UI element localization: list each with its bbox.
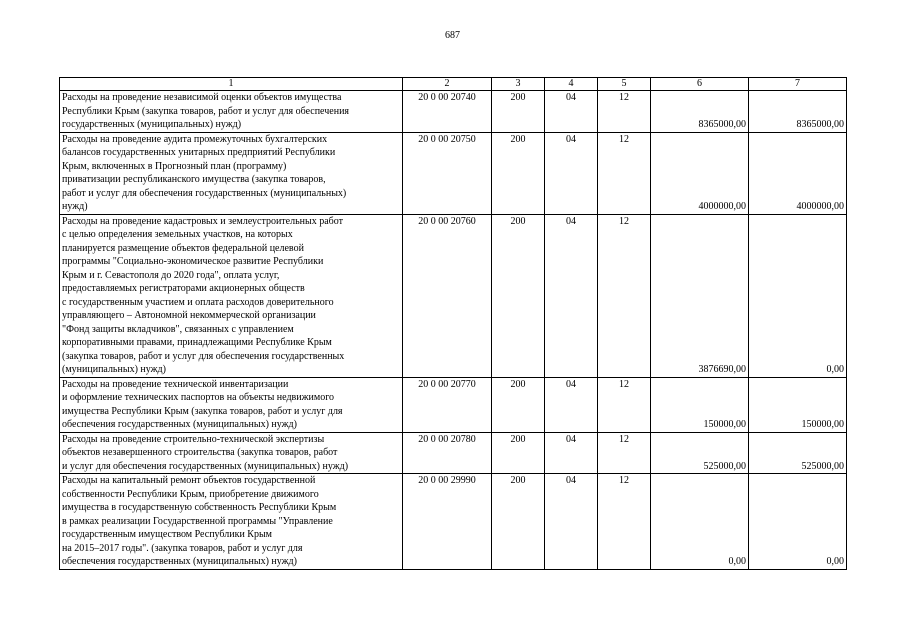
column-header: 2 — [403, 78, 492, 91]
expense-type-code: 200 — [492, 91, 545, 133]
target-article-code: 20 0 00 20770 — [403, 377, 492, 432]
target-article-code: 20 0 00 29990 — [403, 474, 492, 570]
section-code: 04 — [545, 432, 598, 474]
section-code: 04 — [545, 132, 598, 214]
amount-column-6: 150000,00 — [651, 377, 749, 432]
subsection-code: 12 — [598, 377, 651, 432]
table-row — [60, 432, 847, 474]
amount-column-7: 8365000,00 — [749, 91, 847, 133]
amount-column-7: 0,00 — [749, 214, 847, 377]
expense-type-code: 200 — [492, 214, 545, 377]
amount-column-7: 0,00 — [749, 474, 847, 570]
budget-table — [59, 77, 847, 570]
amount-column-7: 150000,00 — [749, 377, 847, 432]
target-article-code: 20 0 00 20780 — [403, 432, 492, 474]
column-header: 6 — [651, 78, 749, 91]
expense-description: Расходы на капитальный ремонт объектов государственной собственности Республики Крым, приобретение движимого имущества в государственную собственность Республики Крым в рамках реализации Государственной программы "Управление государственным имуществом Республики Крым на 2015–2017 годы". (закупка товаров, работ и услуг для обеспечения государственных (муниципальных) нужд) — [60, 474, 403, 570]
amount-column-6: 8365000,00 — [651, 91, 749, 133]
table-row — [60, 91, 847, 133]
table-header-row — [60, 78, 847, 91]
subsection-code: 12 — [598, 132, 651, 214]
amount-column-7: 525000,00 — [749, 432, 847, 474]
section-code: 04 — [545, 91, 598, 133]
section-code: 04 — [545, 474, 598, 570]
expense-description: Расходы на проведение технической инвентаризации и оформление технических паспортов на объекты недвижимого имущества Республики Крым (закупка товаров, работ и услуг для обеспечения государственных (муниципальных) нужд) — [60, 377, 403, 432]
target-article-code: 20 0 00 20760 — [403, 214, 492, 377]
expense-type-code: 200 — [492, 432, 545, 474]
expense-type-code: 200 — [492, 132, 545, 214]
page-number: 687 — [445, 30, 460, 41]
target-article-code: 20 0 00 20740 — [403, 91, 492, 133]
expense-description: Расходы на проведение кадастровых и землеустроительных работ с целью определения земельных участков, на которых планируется размещение объектов федеральной целевой программы "Социально-экономическое развитие Республики Крым и г. Севастополя до 2020 года", оплата услуг, предоставляемых регистраторами акционерных обществ с государственным участием и оплата расходов доверительного управляющего – Автономной некоммерческой организации "Фонд защиты вкладчиков", связанных с управлением корпоративными правами, принадлежащими Республике Крым (закупка товаров, работ и услуг для обеспечения государственных (муниципальных) нужд) — [60, 214, 403, 377]
amount-column-7: 4000000,00 — [749, 132, 847, 214]
amount-column-6: 0,00 — [651, 474, 749, 570]
target-article-code: 20 0 00 20750 — [403, 132, 492, 214]
amount-column-6: 4000000,00 — [651, 132, 749, 214]
subsection-code: 12 — [598, 214, 651, 377]
table-row — [60, 214, 847, 377]
table-row — [60, 377, 847, 432]
column-header: 7 — [749, 78, 847, 91]
subsection-code: 12 — [598, 91, 651, 133]
subsection-code: 12 — [598, 432, 651, 474]
table-row — [60, 132, 847, 214]
amount-column-6: 3876690,00 — [651, 214, 749, 377]
expense-description: Расходы на проведение аудита промежуточных бухгалтерских балансов государственных унитарных предприятий Республики Крым, включенных в Прогнозный план (программу) приватизации республиканского имущества (закупка товаров, работ и услуг для обеспечения государственных (муниципальных) нужд) — [60, 132, 403, 214]
column-header: 1 — [60, 78, 403, 91]
expense-type-code: 200 — [492, 474, 545, 570]
section-code: 04 — [545, 214, 598, 377]
column-header: 3 — [492, 78, 545, 91]
amount-column-6: 525000,00 — [651, 432, 749, 474]
section-code: 04 — [545, 377, 598, 432]
expense-description: Расходы на проведение независимой оценки объектов имущества Республики Крым (закупка товаров, работ и услуг для обеспечения государственных (муниципальных) нужд) — [60, 91, 403, 133]
subsection-code: 12 — [598, 474, 651, 570]
expense-type-code: 200 — [492, 377, 545, 432]
table-row — [60, 474, 847, 570]
expense-description: Расходы на проведение строительно-технической экспертизы объектов незавершенного строительства (закупка товаров, работ и услуг для обеспечения государственных (муниципальных) нужд) — [60, 432, 403, 474]
column-header: 4 — [545, 78, 598, 91]
column-header: 5 — [598, 78, 651, 91]
